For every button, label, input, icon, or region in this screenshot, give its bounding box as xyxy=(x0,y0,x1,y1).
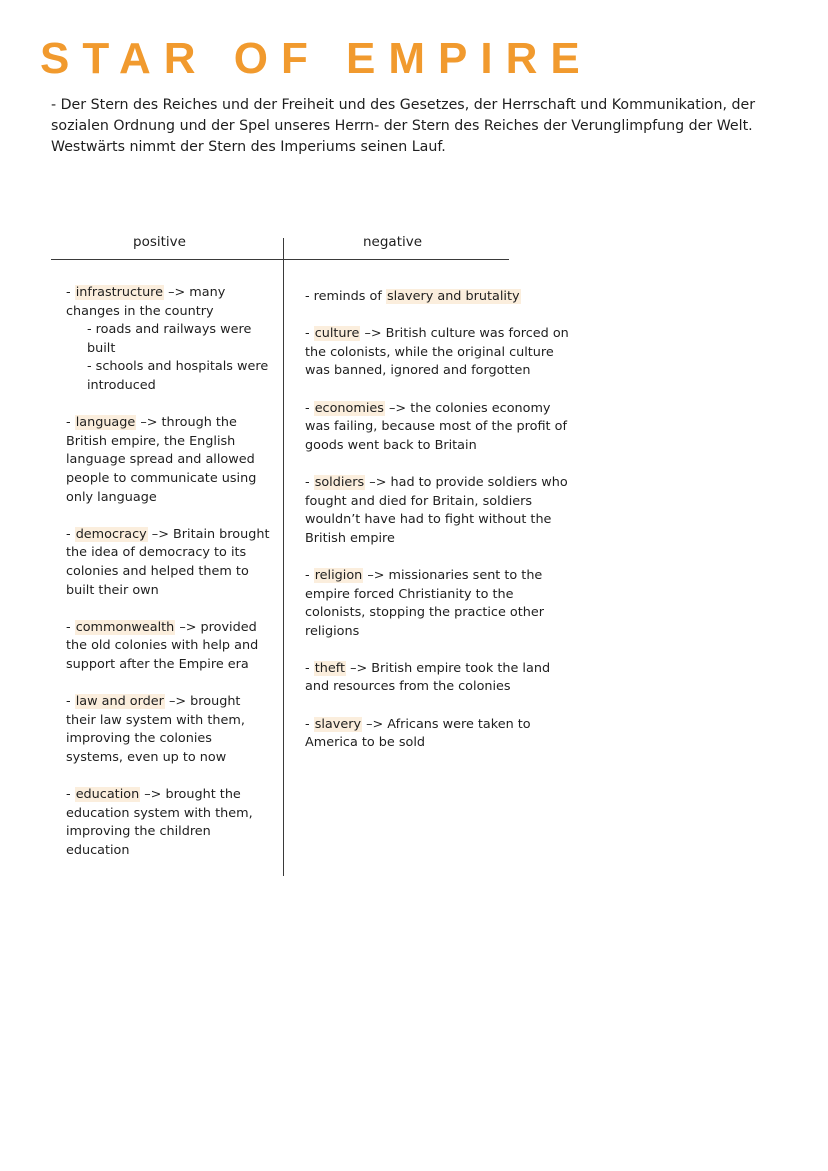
keyword-highlight: culture xyxy=(314,326,360,342)
sub-item: - roads and railways were built xyxy=(87,322,252,356)
item-prefix: - xyxy=(66,694,75,710)
item-text: –> provided the old colonies with help and support after the Empire era xyxy=(66,619,259,672)
list-item-education xyxy=(66,786,271,860)
item-prefix: - xyxy=(305,716,314,732)
item-text: –> had to provide soldiers who fought and died for Britain, soldiers wouldn’t have had to fight without the British empire xyxy=(305,474,568,546)
keyword-highlight: language xyxy=(75,415,136,431)
keyword-highlight: economies xyxy=(314,400,384,416)
table-header-divider xyxy=(51,259,509,260)
item-text: –> missionaries sent to the empire forced Christianity to the colonists, stopping the practice other religions xyxy=(305,567,544,639)
list-item-economies xyxy=(305,400,577,456)
item-text: –> Africans were taken to America to be sold xyxy=(305,716,531,751)
list-item-religion xyxy=(305,567,577,641)
list-item-law-and-order xyxy=(66,693,271,767)
intro-paragraph: - Der Stern des Reiches und der Freiheit und des Gesetzes, der Herrschaft und Kommunikation, der sozialen Ordnung und der Spel unseres Herrn- der Stern des Reiches der Verunglimpfung der Welt. Westwärts nimmt der Stern des Imperiums seinen Lauf. xyxy=(51,97,756,155)
keyword-highlight: soldiers xyxy=(314,474,365,490)
keyword-highlight: infrastructure xyxy=(75,285,164,300)
item-text: –> many changes in the country xyxy=(66,285,226,319)
sub-item: - schools and hospitals were introduced xyxy=(87,359,269,393)
keyword-highlight: education xyxy=(75,787,140,803)
item-text: –> Britain brought the idea of democracy to its colonies and helped them to built their own xyxy=(66,526,270,598)
list-item-theft xyxy=(305,660,577,697)
list-item-soldiers xyxy=(305,474,577,548)
list-item-slavery xyxy=(305,716,577,753)
list-item-language xyxy=(66,414,271,507)
item-text: –> British empire took the land and resources from the colonies xyxy=(305,660,551,695)
list-item-infrastructure xyxy=(66,284,271,396)
list-item-culture xyxy=(305,325,577,381)
keyword-highlight: slavery xyxy=(314,716,362,732)
item-prefix: - reminds of xyxy=(305,289,386,304)
positive-column xyxy=(66,284,271,879)
item-prefix: - xyxy=(66,526,75,542)
keyword-highlight: theft xyxy=(314,660,345,676)
positive-heading: positive xyxy=(133,234,186,250)
keyword-highlight: democracy xyxy=(75,526,147,542)
item-prefix: - xyxy=(305,567,314,583)
list-item-commonwealth xyxy=(66,619,271,675)
item-prefix: - xyxy=(305,660,314,676)
item-prefix: - xyxy=(66,285,75,300)
item-text: –> British culture was forced on the colonists, while the original culture was banned, ignored and forgotten xyxy=(305,326,569,379)
item-text: –> brought their law system with them, improving the colonies systems, even up to now xyxy=(66,694,245,765)
negative-column xyxy=(305,288,577,771)
item-prefix: - xyxy=(66,415,75,431)
list-item-slavery-and-brutality xyxy=(305,288,577,307)
keyword-highlight: slavery and brutality xyxy=(386,289,520,304)
keyword-highlight: commonwealth xyxy=(75,619,175,635)
negative-heading: negative xyxy=(363,234,423,250)
item-prefix: - xyxy=(66,619,75,635)
column-divider xyxy=(283,238,284,876)
item-prefix: - xyxy=(305,474,314,490)
item-prefix: - xyxy=(66,787,75,803)
keyword-highlight: religion xyxy=(314,567,363,583)
item-prefix: - xyxy=(305,400,314,416)
item-text: –> brought the education system with them, improving the children education xyxy=(66,787,253,858)
list-item-democracy xyxy=(66,526,271,600)
keyword-highlight: law and order xyxy=(75,694,164,710)
page-title: STAR OF EMPIRE xyxy=(40,34,593,83)
item-prefix: - xyxy=(305,326,314,342)
item-text: –> the colonies economy was failing, because most of the profit of goods went back to Britain xyxy=(305,400,567,453)
item-text: –> through the British empire, the English language spread and allowed people to communicate using only language xyxy=(66,415,257,505)
